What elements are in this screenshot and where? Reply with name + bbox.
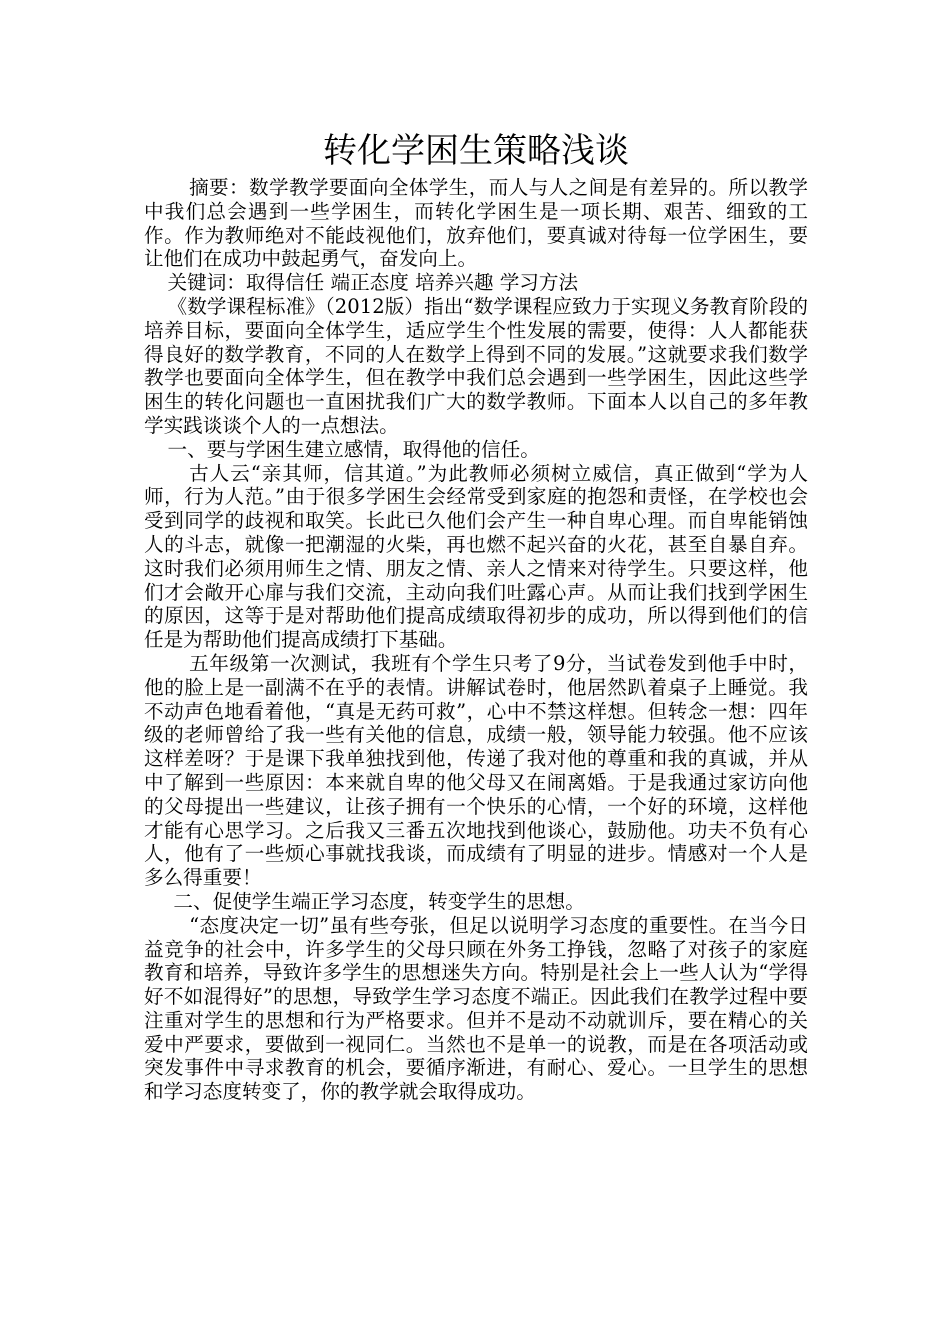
document-page: [144, 126, 808, 1104]
body-paragraph: “态度决定一切”虽有些夸张，但足以说明学习态度的重要性。在当今日益竞争的社会中，许多学生的父母只顾在外务工挣钱，忽略了对孩子的家庭教育和培养，导致许多学生的思想迷失方向。特别是社会上一些人认为“学得好不如混得好”的思想，导致学生学习态度不端正。因此我们在教学过程中要注重对学生的思想和行为严格要求。但并不是动不动就训斥，要在精心的关爱中严要求，要做到一视同仁。当然也不是单一的说教，而是在各项活动或突发事件中寻求教育的机会，要循序渐进，有耐心、爱心。一旦学生的思想和学习态度转变了，你的教学就会取得成功。: [144, 913, 808, 1104]
keywords-line: 关键词：取得信任 端正态度 培养兴趣 学习方法: [167, 271, 579, 295]
section-heading-2: 二、促使学生端正学习态度，转变学生的思想。: [173, 889, 585, 913]
document-title: 转化学困生策略浅谈: [323, 131, 629, 171]
body-paragraph: 古人云“亲其师，信其道。”为此教师必须树立威信，真正做到“学为人师，行为人范。”由于很多学困生会经常受到家庭的抱怨和责怪，在学校也会受到同学的歧视和取笑。长此已久他们会产生一种自卑心理。而自卑能销蚀人的斗志，就像一把潮湿的火柴，再也燃不起兴奋的火花，甚至自暴自弃。这时我们必须用师生之情、朋友之情、亲人之情来对待学生。只要这样，他们才会敞开心扉与我们交流，主动向我们吐露心声。从而让我们找到学困生的原因，这等于是对帮助他们提高成绩取得初步的成功，所以得到他们的信任是为帮助他们提高成绩打下基础。: [144, 461, 808, 652]
section-heading-1: 一、要与学困生建立感情，取得他的信任。: [167, 437, 540, 461]
document-body: [144, 176, 808, 1104]
abstract-paragraph: 摘要：数学教学要面向全体学生，而人与人之间是有差异的。所以教学中我们总会遇到一些学困生，而转化学困生是一项长期、艰苦、细致的工作。作为教师绝对不能歧视他们，放弃他们，要真诚对待每一位学困生，要让他们在成功中鼓起勇气，奋发向上。: [144, 176, 808, 271]
body-paragraph: 五年级第一次测试，我班有个学生只考了9分，当试卷发到他手中时，他的脸上是一副满不在乎的表情。讲解试卷时，他居然趴着桌子上睡觉。我不动声色地看着他，“真是无药可救”，心中不禁这样想。但转念一想：四年级的老师曾给了我一些有关他的信息，成绩一般，领导能力较强。他不应该这样差呀？于是课下我单独找到他，传递了我对他的尊重和我的真诚，并从中了解到一些原因：本来就自卑的他父母又在闹离婚。于是我通过家访向他的父母提出一些建议，让孩子拥有一个快乐的心情，一个好的环境，这样他才能有心思学习。之后我又三番五次地找到他谈心，鼓励他。功夫不负有心人，他有了一些烦心事就找我谈，而成绩有了明显的进步。情感对一个人是多么得重要！: [144, 651, 808, 890]
body-paragraph: 《数学课程标准》（2012版）指出“数学课程应致力于实现义务教育阶段的培养目标，要面向全体学生，适应学生个性发展的需要，使得：人人都能获得良好的数学教育，不同的人在数学上得到不同的发展。”这就要求我们数学教学也要面向全体学生，但在教学中我们总会遇到一些学困生，因此这些学困生的转化问题也一直困扰我们广大的数学教师。下面本人以自己的多年教学实践谈谈个人的一点想法。: [144, 294, 808, 437]
